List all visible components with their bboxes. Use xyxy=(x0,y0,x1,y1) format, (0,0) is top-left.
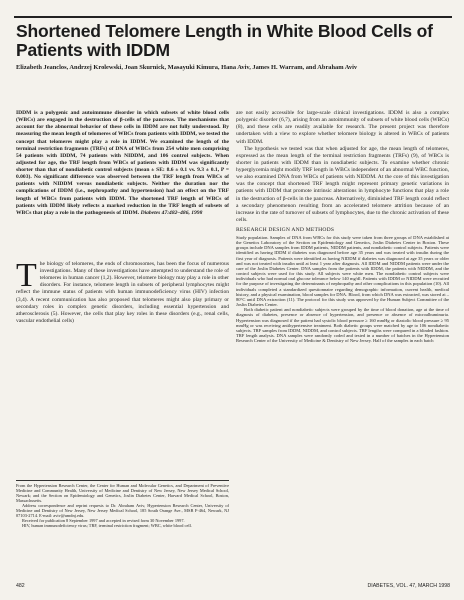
citation: Diabetes 47:482–486, 1998 xyxy=(140,209,203,216)
footnote-affiliation: From the Hypertension Research Center, the Center for Human and Molecular Genetics, and Department of Preventive Medicine and Community Health, University of Medicine and Dentistry of New Jersey, New Jersey Medical School, Newark; and the Section on Epidemiology and Genetics, Joslin Diabetes Center, Harvard Medical School, Boston, Massachusetts. xyxy=(16,482,229,503)
footnotes xyxy=(16,480,229,528)
drop-cap: T xyxy=(16,256,37,294)
methods-paragraph-1: Study population. Samples of DNA from WBCs for this study were taken from three groups of DNA established at the Genetics Laboratory of the Section on Epidemiology and Genetics, Joslin Diabetes Center in Boston. These groups include DNA samples from IDDM patients, NIDDM patients, and nondiabetic control subjects. Patients were identified as having IDDM if diabetes was diagnosed before age 35 years and was treated with insulin during the first year of diagnosis. Patients were identified as having NIDDM if diabetes was diagnosed at age 35 years or older and was not treated with insulin until at least 1 year after diagnosis. All IDDM and NIDDM patients were under the care of the Joslin Diabetes Center. DNA samples from the patients with IDDM, the patients with NIDDM, and the control subjects were used for this study. All subjects were white men. The nondiabetic control subjects were individuals who had normal oral glucose tolerance below 140 mg/dl. Patients with IDDM or NIDDM were recruited for the purpose of investigating the determinants of nephropathy and other complications in this population (10). All individuals completed a standardized questionnaire regarding demographic information, current health, medical history, and a physical examination, blood samples for DNA. Blood, from which DNA was extracted, was stored at –80°C until DNA extraction (11). The protocol for this study was approved by the Human Subject Committee of the Joslin Diabetes Center. xyxy=(236,235,449,308)
footnote-rule xyxy=(16,480,229,481)
top-rule xyxy=(14,16,452,18)
footnote-correspondence: Address correspondence and reprint requests to Dr. Abraham Aviv, Hypertension Research Center, University of Medicine and Dentistry of New Jersey, New Jersey Medical School, 185 South Orange Ave., MSB F-464, Newark, NJ 07103-2714. E-mail: aviv@umdnj.edu. xyxy=(16,502,229,519)
abstract xyxy=(16,110,229,217)
introduction xyxy=(16,256,230,325)
page-number: 482 xyxy=(16,583,25,589)
footnote-abbreviations: HIV, human immunodeficiency virus; TRF, terminal restriction fragment; WBC, white blood cell. xyxy=(22,523,192,529)
abstract-text: IDDM is a polygenic and autoimmune disorder in which subsets of white blood cells (WBCs) are engaged in the destruction of β-cells of the pancreas. The mechanisms that account for the abnormal behavior of these cells in IDDM are not fully understood. By measuring the mean length of telomeres of WBCs from patients with IDDM, we tested the concept that telomeres might play a role in IDDM. We examined the length of the terminal restriction fragments (TRFs) of DNA of WBCs from 254 white men comprising 54 patients with IDDM, 74 patients with NIDDM, and 106 control subjects. When adjusted for age, the TRF length from WBCs of patients with IDDM was significantly shorter than that of nondiabetic control subjects (mean ± SE: 8.6 ± 0.1 vs. 9.3 ± 0.1, P = 0.003). No significant difference was observed between the TRF length from WBCs of patients with NIDDM versus nondiabetic subjects. Neither the duration nor the complications of IDDM (i.e., nephropathy and hypertension) had an effect on the TRF length of WBCs from patients with IDDM. The shortened TRF length of WBCs of patients with IDDM likely reflects a marked reduction in the TRF length of subsets of WBCs that play a role in the pathogenesis of IDDM. xyxy=(16,110,229,216)
author-list: Elizabeth Jeanclos, Andrzej Krolewski, Joan Skurnick, Masayuki Kimura, Hana Aviv, James H. Warram, and Abraham Aviv xyxy=(16,64,358,71)
right-column xyxy=(236,110,449,343)
footnote-received: Received for publication 8 September 1997 and accepted in revised form 30 November 1997. xyxy=(22,518,185,524)
intro-continued: are not easily accessible for large-scale clinical investigations. IDDM is also a complex polygenic disorder (6,7), arising from an autoimmunity of subsets of white blood cells (WBCs) (8), and these cells are readily available for research. The present project was therefore undertaken with a view to explore whether telomere biology is altered in WBCs of patients with IDDM. xyxy=(236,110,449,145)
intro-paragraph: he biology of telomeres, the ends of chromosomes, has been the focus of numerous investigations. Many of these investigations have attempted to understand the role of telomeres in human cancer (1,2). However, telomere biology may play a role in other disorders. For instance, telomere length in subsets of peripheral lymphocytes might reflect the immune status of patients with human immunodeficiency virus (HIV) infection (3,4). A recent communication has also proposed that telomeres might also play primary or secondary roles in complex genetic disorders, including essential hypertension and atherosclerosis (5). However, the cells that play key roles in these disorders (e.g., renal cells, vascular endothelial cells) xyxy=(16,260,230,324)
methods-heading: RESEARCH DESIGN AND METHODS xyxy=(236,227,335,233)
methods-paragraph-2: Both diabetic patient and nondiabetic subjects were grouped by the time of blood donation, age at the time of diagnosis of diabetes, presence or absence of hypertension, and presence or absence of microalbuminuria. Hypertension was diagnosed if the patient had systolic blood pressure ≥ 160 mmHg or diastolic blood pressure ≥ 95 mmHg or was receiving antihypertensive treatment. Both diabetic groups were matched by age to 106 nondiabetic subjects. TRF samples from IDDM, NIDDM, and control subjects. TRF lengths were compared in a blinded fashion. TRF length analysis. DNA samples were randomly coded and tested in a number of batches in the Hypertension Research Center of the University of Medicine & Dentistry of New Jersey. Half of the samples in each batch xyxy=(236,307,449,344)
hypothesis-paragraph: The hypothesis we tested was that when adjusted for age, the mean length of telomeres, expressed as the mean length of the terminal restriction fragments (TRFs) (9), of WBCs is shorter in patients with IDDM than in nondiabetic subjects. To examine whether chronic hyperglycemia might modify TRF length in WBCs independent of an abnormal WBC function, we also examined DNA from WBCs of patients with NIDDM. At the core of this investigation was the concept that shortened TRF length might represent primary genetic variations in patients with IDDM that promote intrinsic alterations in lymphocyte functions that play a role in the destruction of β-cells in the pancreas. Alternatively, diminished TRF length could reflect a secondary phenomenon resulting from an accelerated telomere attrition because of an increase in the rate of turnover of subsets of lymphocytes, due to the chronic activation of these cells. xyxy=(236,145,449,223)
article-title: Shortened Telomere Length in White Blood Cells of Patients with IDDM xyxy=(16,21,433,60)
left-column xyxy=(16,110,229,325)
journal-footer: DIABETES, VOL. 47, MARCH 1998 xyxy=(367,583,450,589)
